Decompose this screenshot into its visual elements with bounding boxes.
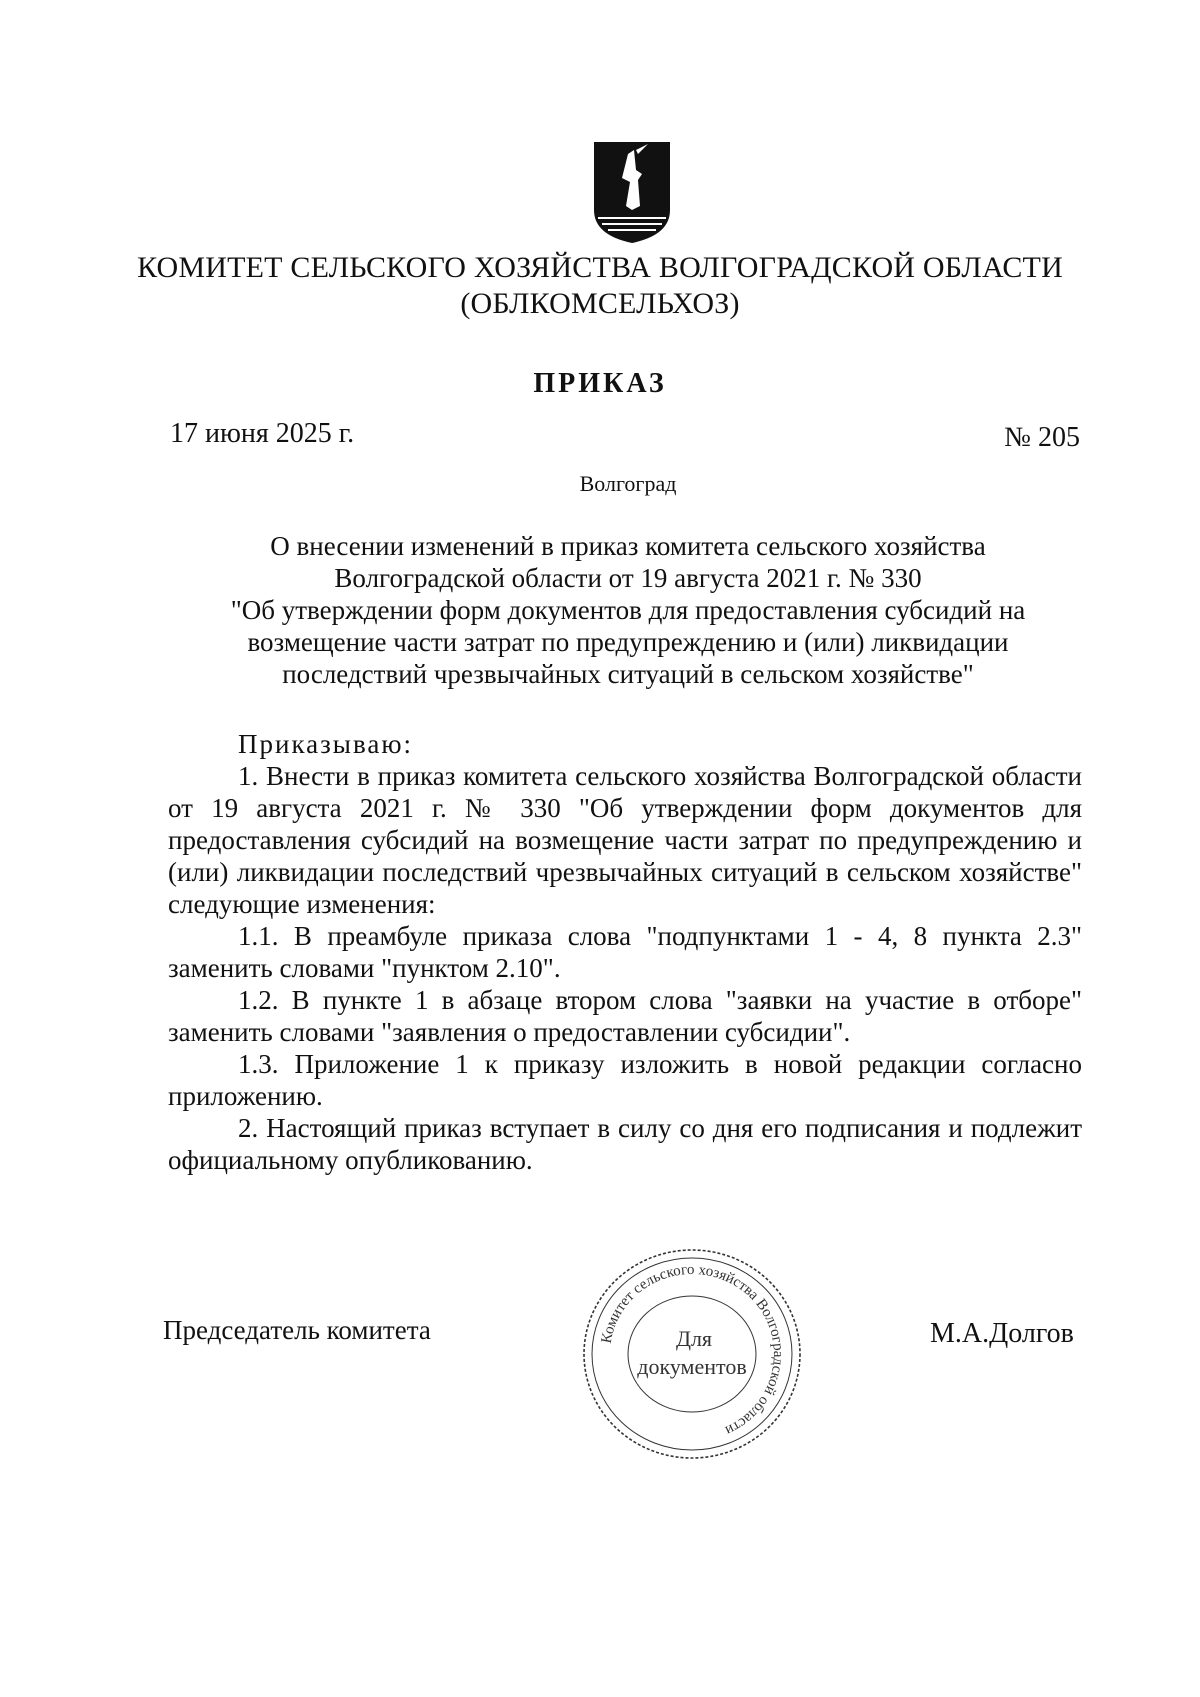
- paragraph-2: 2. Настоящий приказ вступает в силу со дня его подписания и подлежит официальному опубликованию.: [168, 1113, 1082, 1175]
- document-type-title: ПРИКАЗ: [533, 368, 667, 399]
- paragraph-1: 1. Внести в приказ комитета сельского хозяйства Волгоградской области от 19 августа 2021 г. № 330 "Об утверждении форм документов для предоставления субсидий на возмещение части затрат по предупреждению и (или) ликвидации последствий чрезвычайных ситуаций в сельском хозяйстве" следующие изменения:: [168, 761, 1082, 919]
- subject-line: Волгоградской области от 19 августа 2021 г. № 330: [334, 563, 922, 593]
- order-word: Приказываю:: [238, 729, 413, 759]
- signatory-name: М.А.Долгов: [930, 1318, 1074, 1349]
- subject-line: О внесении изменений в приказ комитета сельского хозяйства: [270, 531, 986, 561]
- subject-line: "Об утверждении форм документов для предоставления субсидий на: [230, 595, 1026, 625]
- document-date: 17 июня 2025 г.: [170, 418, 355, 449]
- subject-line: возмещение части затрат по предупреждению и (или) ликвидации: [247, 627, 1009, 657]
- document-body: [168, 728, 1082, 1176]
- official-seal-stamp: [580, 1246, 804, 1462]
- stamp-center-line-2: документов: [637, 1354, 747, 1379]
- volgograd-coat-of-arms-icon: [592, 140, 672, 245]
- paragraph-1-3: 1.3. Приложение 1 к приказу изложить в новой редакции согласно приложению.: [168, 1049, 1082, 1111]
- paragraph-1-1: 1.1. В преамбуле приказа слова "подпунктами 1 - 4, 8 пункта 2.3" заменить словами "пунктом 2.10".: [168, 921, 1082, 983]
- organization-abbreviation: (ОБЛКОМСЕЛЬХОЗ): [460, 287, 740, 320]
- paragraph-1-2: 1.2. В пункте 1 в абзаце втором слова "заявки на участие в отборе" заменить словами "заявления о предоставлении субсидии".: [168, 985, 1082, 1047]
- document-subject: [200, 530, 1056, 690]
- stamp-ring-text: Комитет сельского хозяйства Волгоградской области: [598, 1261, 787, 1439]
- stamp-center-line-1: Для: [675, 1326, 713, 1351]
- subject-line: последствий чрезвычайных ситуаций в сельском хозяйстве": [282, 659, 974, 689]
- organization-name: КОМИТЕТ СЕЛЬСКОГО ХОЗЯЙСТВА ВОЛГОГРАДСКОЙ ОБЛАСТИ: [137, 251, 1063, 284]
- document-number: № 205: [1004, 422, 1080, 453]
- document-city: Волгоград: [579, 471, 677, 496]
- signatory-position: Председатель комитета: [163, 1315, 431, 1345]
